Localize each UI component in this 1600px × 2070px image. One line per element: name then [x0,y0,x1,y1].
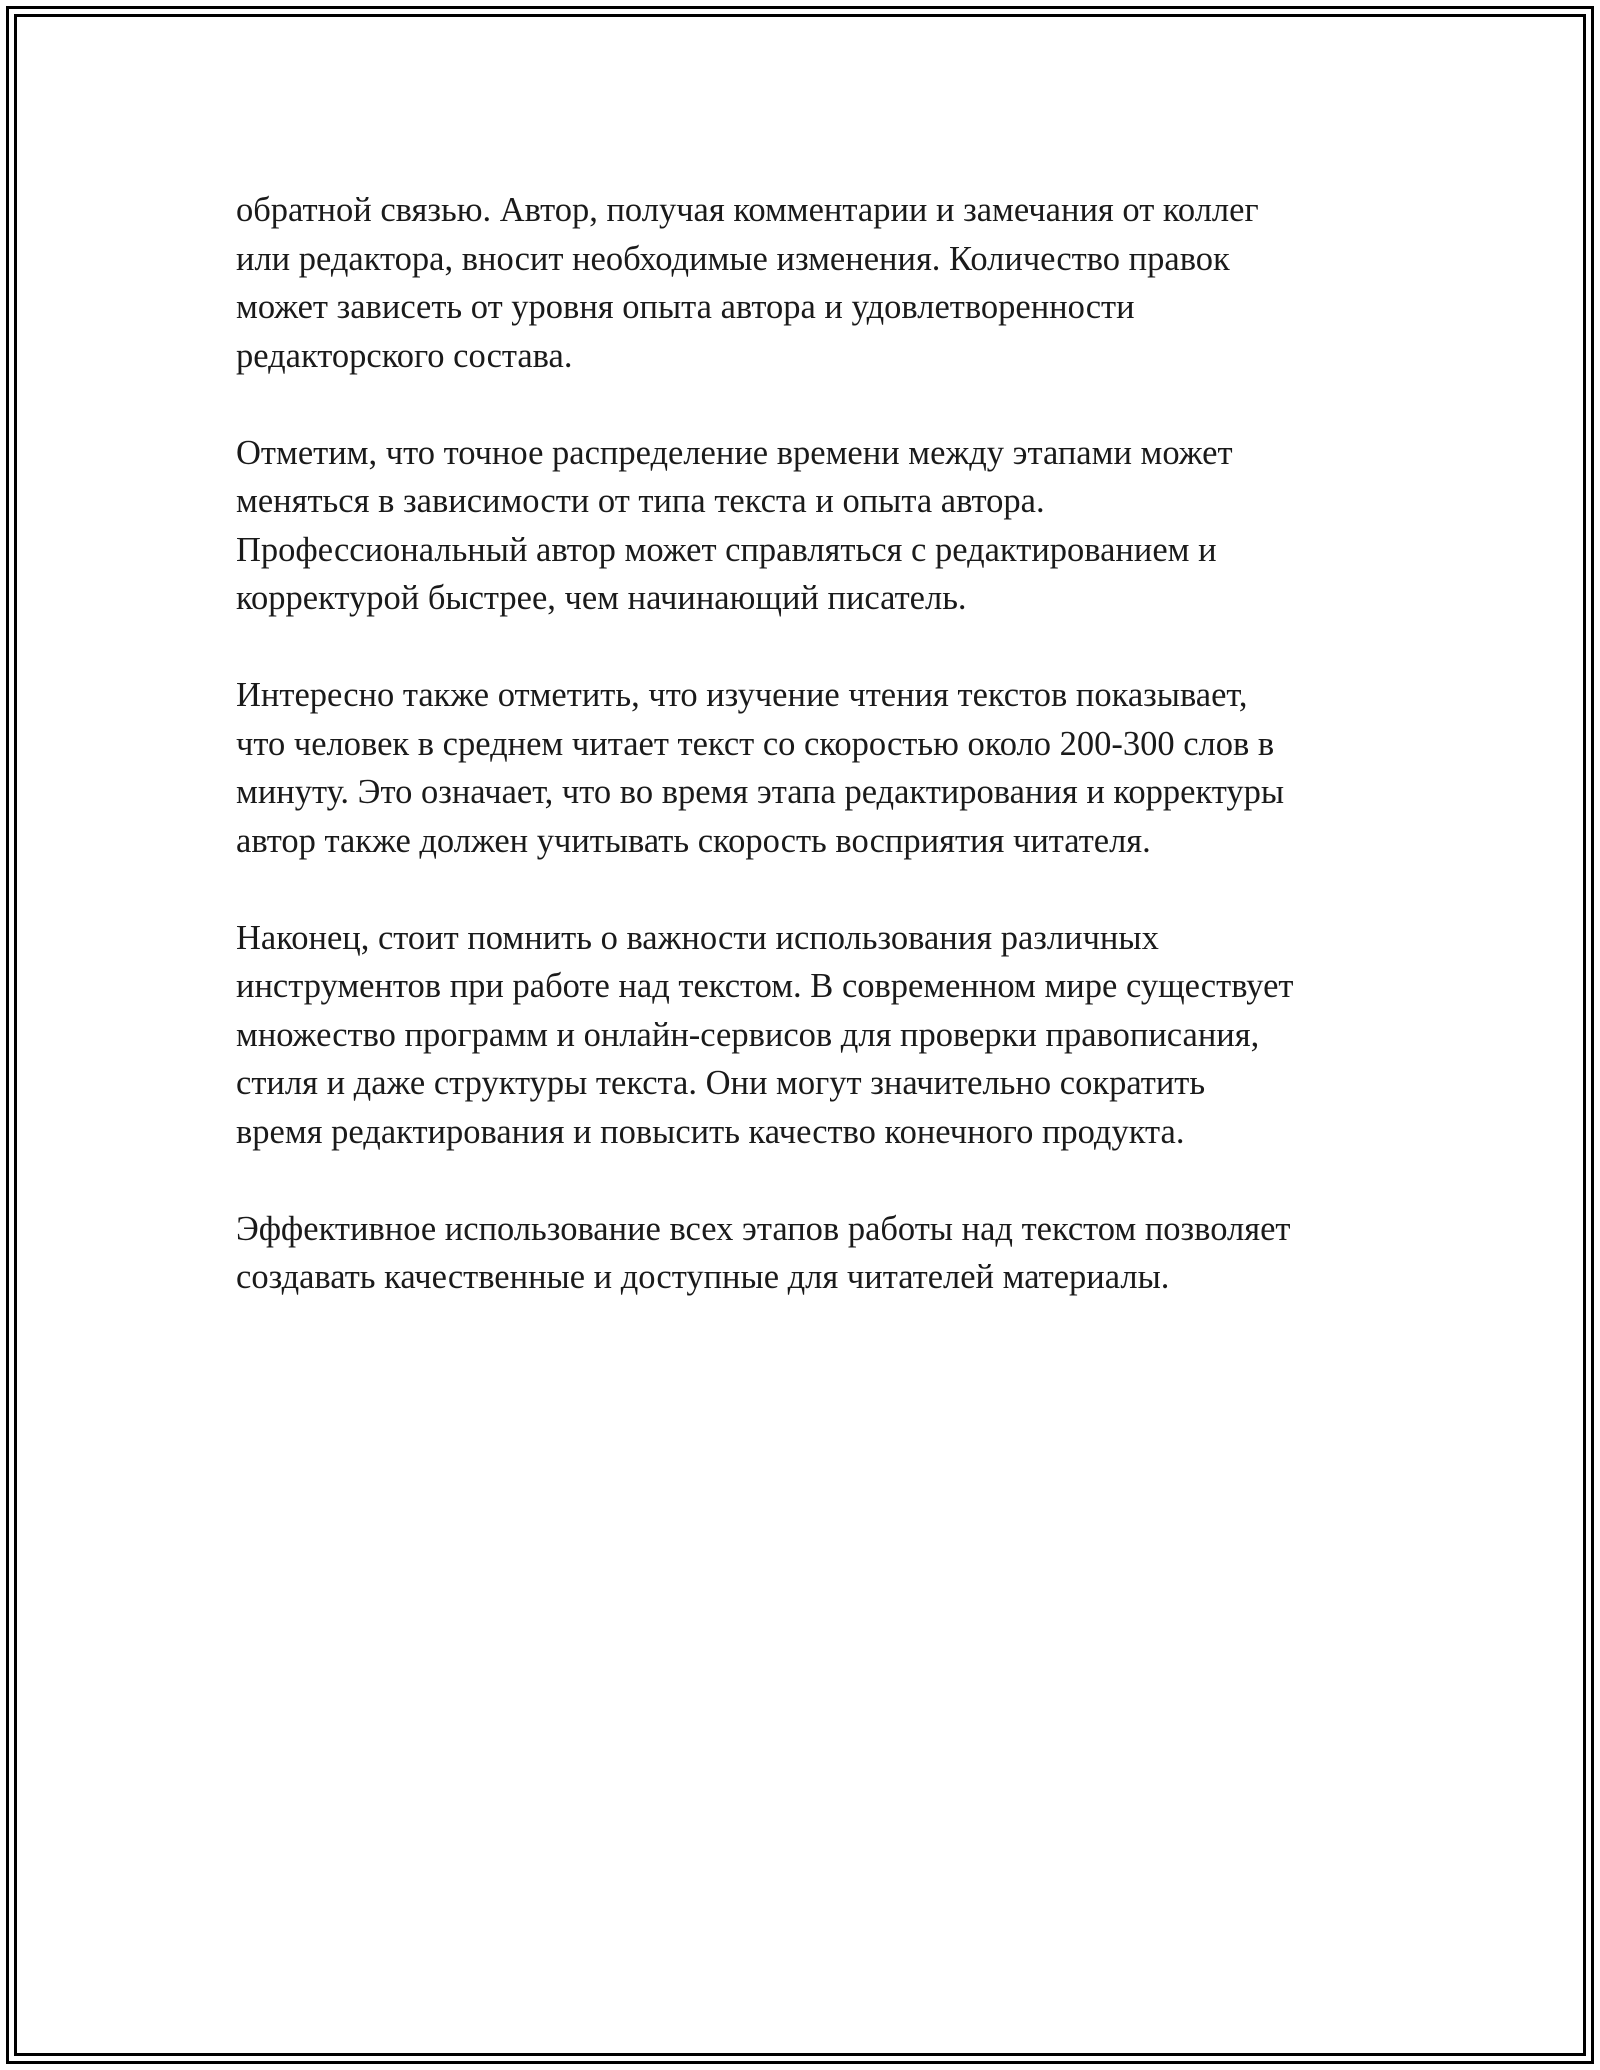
paragraph-time-distribution: Отметим, что точное распределение времени между этапами может меняться в зависимости от типа текста и опыта автора. Профессиональный автор может справляться с редактированием и корректурой быстрее, чем начинающий писатель. [236,433,1233,617]
document-body [236,186,1396,1350]
paragraph-tools: Наконец, стоит помнить о важности использования различных инструментов при работе над текстом. В современном мире существует множество программ и онлайн-сервисов для проверки правописания, стиля и даже структуры текста. Они могут значительно сократить время редактирования и повысить качество конечного продукта. [236,918,1294,1151]
paragraph-conclusion: Эффективное использование всех этапов работы над текстом позволяет создавать качественные и доступные для читателей материалы. [236,1209,1291,1296]
paragraph-feedback: обратной связью. Автор, получая комментарии и замечания от коллег или редактора, вносит необходимые изменения. Количество правок может зависеть от уровня опыта автора и удовлетворенности редакторского состава. [236,191,1259,375]
paragraph-reading-speed: Интересно также отметить, что изучение чтения текстов показывает, что человек в среднем читает текст со скоростью около 200-300 слов в минуту. Это означает, что во время этапа редактирования и корректуры автор также должен учитывать скорость восприятия читателя. [236,676,1285,860]
